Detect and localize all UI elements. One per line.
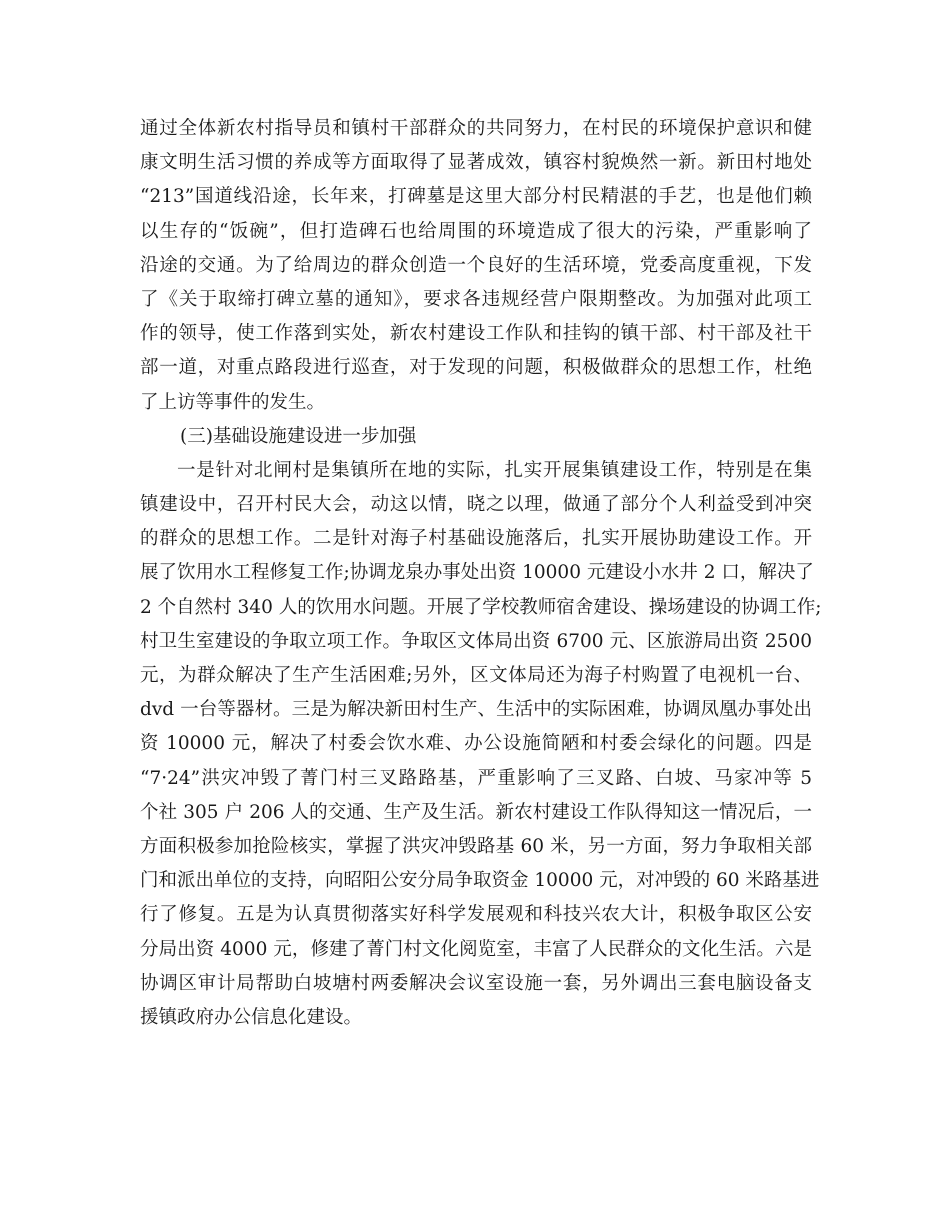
paragraph-line: 的群众的思想工作。二是针对海子村基础设施落后，扎实开展协助建设工作。开 [140, 528, 812, 550]
document-body [140, 112, 822, 1035]
paragraph-line: 门和派出单位的支持，向昭阳公安分局争取资金 10000 元，对冲毁的 60 米路基进 [140, 870, 820, 892]
paragraph-line: 村卫生室建设的争取立项工作。争取区文体局出资 6700 元、区旅游局出资 2500 [140, 630, 812, 652]
paragraph-line: 元，为群众解决了生产生活困难;另外，区文体局还为海子村购置了电视机一台、 [140, 665, 812, 686]
paragraph-line: 康文明生活习惯的养成等方面取得了显著成效，镇容村貌焕然一新。新田村地处 [140, 152, 812, 174]
paragraph-line: 了《关于取缔打碑立墓的通知》，要求各违规经营户限期整改。为加强对此项工 [140, 288, 812, 310]
paragraph-line: 部一道，对重点路段进行巡查，对于发现的问题，积极做群众的思想工作，杜绝 [140, 357, 812, 379]
paragraph-line: 以生存的“饭碗”，但打造碑石也给周围的环境造成了很大的污染，严重影响了 [140, 220, 812, 242]
paragraph-1 [140, 112, 812, 420]
paragraph-line: 了上访等事件的发生。 [140, 391, 326, 413]
paragraph-line: 资 10000 元，解决了村委会饮水难、办公设施简陋和村委会绿化的问题。四是 [140, 733, 812, 755]
paragraph-line: 协调区审计局帮助白坡塘村两委解决会议室设施一套，另外调出三套电脑设备支 [140, 972, 812, 994]
paragraph-line: 一是针对北闸村是集镇所在地的实际，扎实开展集镇建设工作，特别是在集 [177, 459, 812, 481]
section-heading: (三)基础设施建设进一步加强 [180, 425, 417, 447]
paragraph-line: 援镇政府办公信息化建设。 [140, 1006, 363, 1028]
paragraph-2 [140, 454, 822, 1035]
paragraph-line: “7·24”洪灾冲毁了菁门村三叉路路基，严重影响了三叉路、白坡、马家冲等 5 [140, 767, 812, 789]
paragraph-line: 分局出资 4000 元，修建了菁门村文化阅览室，丰富了人民群众的文化生活。六是 [140, 938, 812, 960]
paragraph-line: 2 个自然村 340 人的饮用水问题。开展了学校教师宿舍建设、操场建设的协调工作; [140, 596, 822, 618]
paragraph-line: 镇建设中，召开村民大会，动这以情，晓之以理，做通了部分个人利益受到冲突 [140, 494, 812, 516]
paragraph-line: 行了修复。五是为认真贯彻落实好科学发展观和科技兴农大计，积极争取区公安 [140, 904, 812, 926]
paragraph-line: 方面积极参加抢险核实，掌握了洪灾冲毁路基 60 米，另一方面，努力争取相关部 [140, 835, 812, 857]
paragraph-line: 沿途的交通。为了给周边的群众创造一个良好的生活环境，党委高度重视，下发 [140, 254, 812, 276]
paragraph-line: 通过全体新农村指导员和镇村干部群众的共同努力，在村民的环境保护意识和健 [140, 118, 812, 139]
paragraph-line: dvd 一台等器材。三是为解决新田村生产、生活中的实际困难，协调凤凰办事处出 [140, 699, 812, 721]
paragraph-line: “213”国道线沿途，长年来，打碑墓是这里大部分村民精湛的手艺，也是他们赖 [140, 186, 812, 208]
paragraph-line: 个社 305 户 206 人的交通、生产及生活。新农村建设工作队得知这一情况后，一 [140, 801, 812, 823]
paragraph-line: 展了饮用水工程修复工作;协调龙泉办事处出资 10000 元建设小水井 2 口，解决了 [140, 562, 814, 584]
paragraph-line: 作的领导，使工作落到实处，新农村建设工作队和挂钩的镇干部、村干部及社干 [140, 323, 812, 345]
